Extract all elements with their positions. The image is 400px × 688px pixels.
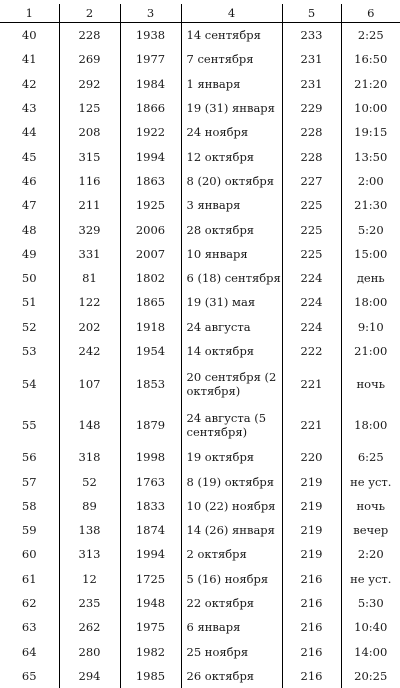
table-cell: 51 [0, 290, 59, 314]
table-cell: 1925 [120, 193, 181, 217]
table-cell: 13:50 [341, 144, 400, 168]
table-cell: 8 (19) октября [181, 469, 282, 493]
table-cell: 55 [0, 404, 59, 445]
header-row [0, 4, 400, 23]
table-cell: 19 октября [181, 445, 282, 469]
table-cell: 14 октября [181, 339, 282, 363]
table-cell: 1948 [120, 591, 181, 615]
table-cell: 6 января [181, 615, 282, 639]
table-cell: 219 [282, 542, 341, 566]
table-cell: 41 [0, 47, 59, 71]
table-cell: 1938 [120, 23, 181, 48]
table-row [0, 494, 400, 518]
table-cell: 19 (31) мая [181, 290, 282, 314]
table-cell: 10:40 [341, 615, 400, 639]
table-cell: 14:00 [341, 640, 400, 664]
table-cell: 62 [0, 591, 59, 615]
table-cell: 227 [282, 169, 341, 193]
table-cell: 9:10 [341, 315, 400, 339]
table-cell: 148 [59, 404, 120, 445]
table-cell: 21:20 [341, 72, 400, 96]
table-row [0, 664, 400, 688]
table-cell: 228 [282, 144, 341, 168]
table-cell: день [341, 266, 400, 290]
table-cell: 2:00 [341, 169, 400, 193]
table-cell: 8 (20) октября [181, 169, 282, 193]
table-cell: 292 [59, 72, 120, 96]
table-cell: 329 [59, 217, 120, 241]
table-row [0, 518, 400, 542]
table-cell: 221 [282, 363, 341, 404]
table-cell: 54 [0, 363, 59, 404]
table-cell: 225 [282, 242, 341, 266]
table-cell: 220 [282, 445, 341, 469]
table-cell: 3 января [181, 193, 282, 217]
table-cell: 21:00 [341, 339, 400, 363]
table-cell: 269 [59, 47, 120, 71]
column-header: 5 [282, 4, 341, 23]
table-cell: 216 [282, 591, 341, 615]
table-cell: 20 сентября (2 октября) [181, 363, 282, 404]
table-cell: 225 [282, 217, 341, 241]
data-table [0, 4, 400, 688]
table-cell: 63 [0, 615, 59, 639]
table-cell: 25 ноября [181, 640, 282, 664]
table-cell: 1954 [120, 339, 181, 363]
table-cell: 1865 [120, 290, 181, 314]
table-cell: 224 [282, 290, 341, 314]
table-cell: 1975 [120, 615, 181, 639]
table-cell: 1982 [120, 640, 181, 664]
table-row [0, 567, 400, 591]
table-row [0, 217, 400, 241]
table-cell: 208 [59, 120, 120, 144]
table-cell: не уст. [341, 469, 400, 493]
table-cell: 57 [0, 469, 59, 493]
table-cell: 45 [0, 144, 59, 168]
table-cell: 53 [0, 339, 59, 363]
table-cell: 58 [0, 494, 59, 518]
table-cell: 12 [59, 567, 120, 591]
table-cell: 22 октября [181, 591, 282, 615]
table-cell: 122 [59, 290, 120, 314]
table-cell: 211 [59, 193, 120, 217]
table-cell: 1994 [120, 542, 181, 566]
table-row [0, 469, 400, 493]
table-row [0, 193, 400, 217]
table-cell: 228 [282, 120, 341, 144]
column-header: 6 [341, 4, 400, 23]
table-row [0, 47, 400, 71]
table-row [0, 339, 400, 363]
table-cell: 1725 [120, 567, 181, 591]
table-row [0, 404, 400, 445]
table-header [0, 4, 400, 23]
table-cell: 19 (31) января [181, 96, 282, 120]
table-cell: 7 сентября [181, 47, 282, 71]
table-cell: 1918 [120, 315, 181, 339]
table-cell: 61 [0, 567, 59, 591]
table-cell: 40 [0, 23, 59, 48]
table-cell: 125 [59, 96, 120, 120]
table-cell: 2006 [120, 217, 181, 241]
table-cell: 2007 [120, 242, 181, 266]
table-cell: 2 октября [181, 542, 282, 566]
table-cell: 229 [282, 96, 341, 120]
table-cell: 48 [0, 217, 59, 241]
table-cell: 202 [59, 315, 120, 339]
table-cell: 5:20 [341, 217, 400, 241]
table-cell: 19:15 [341, 120, 400, 144]
table-cell: 60 [0, 542, 59, 566]
table-cell: 43 [0, 96, 59, 120]
table-cell: 242 [59, 339, 120, 363]
table-cell: 18:00 [341, 404, 400, 445]
table-cell: 64 [0, 640, 59, 664]
table-cell: не уст. [341, 567, 400, 591]
table-cell: 1833 [120, 494, 181, 518]
table-row [0, 640, 400, 664]
table-body [0, 23, 400, 688]
table-cell: 65 [0, 664, 59, 688]
table-cell: 1922 [120, 120, 181, 144]
table-cell: 318 [59, 445, 120, 469]
table-cell: 89 [59, 494, 120, 518]
table-cell: 10:00 [341, 96, 400, 120]
table-row [0, 23, 400, 48]
table-cell: 49 [0, 242, 59, 266]
table-cell: 20:25 [341, 664, 400, 688]
column-header: 2 [59, 4, 120, 23]
table-row [0, 591, 400, 615]
table-cell: 6 (18) сентября [181, 266, 282, 290]
table-cell: 1863 [120, 169, 181, 193]
table-cell: 1984 [120, 72, 181, 96]
table-cell: 219 [282, 518, 341, 542]
table-cell: 56 [0, 445, 59, 469]
table-row [0, 120, 400, 144]
table-cell: 1994 [120, 144, 181, 168]
table-cell: 14 (26) января [181, 518, 282, 542]
table-cell: 2:25 [341, 23, 400, 48]
table-cell: 12 октября [181, 144, 282, 168]
table-cell: 59 [0, 518, 59, 542]
table-row [0, 144, 400, 168]
table-cell: 222 [282, 339, 341, 363]
table-cell: 116 [59, 169, 120, 193]
table-cell: 224 [282, 266, 341, 290]
table-cell: 228 [59, 23, 120, 48]
table-cell: 44 [0, 120, 59, 144]
table-cell: 225 [282, 193, 341, 217]
table-cell: 10 (22) ноября [181, 494, 282, 518]
table-cell: 52 [59, 469, 120, 493]
table-row [0, 242, 400, 266]
table-cell: 1985 [120, 664, 181, 688]
table-row [0, 315, 400, 339]
table-cell: 1998 [120, 445, 181, 469]
table-cell: 24 августа [181, 315, 282, 339]
table-cell: 219 [282, 494, 341, 518]
column-header: 1 [0, 4, 59, 23]
table-row [0, 290, 400, 314]
table-cell: 5:30 [341, 591, 400, 615]
table-cell: 262 [59, 615, 120, 639]
table-cell: 1802 [120, 266, 181, 290]
table-cell: 6:25 [341, 445, 400, 469]
table-cell: 52 [0, 315, 59, 339]
table-cell: 15:00 [341, 242, 400, 266]
table-cell: 216 [282, 640, 341, 664]
table-cell: 216 [282, 664, 341, 688]
table-cell: 1977 [120, 47, 181, 71]
table-cell: вечер [341, 518, 400, 542]
table-cell: 1874 [120, 518, 181, 542]
table-cell: 1866 [120, 96, 181, 120]
table-row [0, 72, 400, 96]
table-cell: 46 [0, 169, 59, 193]
table-row [0, 169, 400, 193]
table-cell: 231 [282, 72, 341, 96]
table-cell: 331 [59, 242, 120, 266]
table-cell: 1879 [120, 404, 181, 445]
table-cell: 10 января [181, 242, 282, 266]
column-header: 3 [120, 4, 181, 23]
table-cell: 5 (16) ноября [181, 567, 282, 591]
table-cell: 216 [282, 615, 341, 639]
table-cell: 14 сентября [181, 23, 282, 48]
table-cell: 231 [282, 47, 341, 71]
table-cell: 1853 [120, 363, 181, 404]
table-cell: 24 ноября [181, 120, 282, 144]
table-cell: 235 [59, 591, 120, 615]
table-cell: 81 [59, 266, 120, 290]
table-cell: 28 октября [181, 217, 282, 241]
table-cell: 21:30 [341, 193, 400, 217]
table-cell: 294 [59, 664, 120, 688]
table-cell: 1763 [120, 469, 181, 493]
table-row [0, 542, 400, 566]
table-cell: 315 [59, 144, 120, 168]
table-row [0, 445, 400, 469]
table-cell: 219 [282, 469, 341, 493]
table-row [0, 266, 400, 290]
table-cell: 18:00 [341, 290, 400, 314]
table-cell: 50 [0, 266, 59, 290]
table-cell: 26 октября [181, 664, 282, 688]
column-header: 4 [181, 4, 282, 23]
table-cell: 42 [0, 72, 59, 96]
table-cell: 24 августа (5 сентября) [181, 404, 282, 445]
table-cell: 224 [282, 315, 341, 339]
table-cell: 221 [282, 404, 341, 445]
table-cell: 2:20 [341, 542, 400, 566]
table-cell: 313 [59, 542, 120, 566]
table-cell: 107 [59, 363, 120, 404]
table-cell: ночь [341, 494, 400, 518]
table-cell: 47 [0, 193, 59, 217]
table-cell: 1 января [181, 72, 282, 96]
table-cell: 138 [59, 518, 120, 542]
table-cell: 216 [282, 567, 341, 591]
table-cell: 280 [59, 640, 120, 664]
table-cell: ночь [341, 363, 400, 404]
table-row [0, 615, 400, 639]
table-row [0, 96, 400, 120]
table-cell: 233 [282, 23, 341, 48]
table-row [0, 363, 400, 404]
table-cell: 16:50 [341, 47, 400, 71]
